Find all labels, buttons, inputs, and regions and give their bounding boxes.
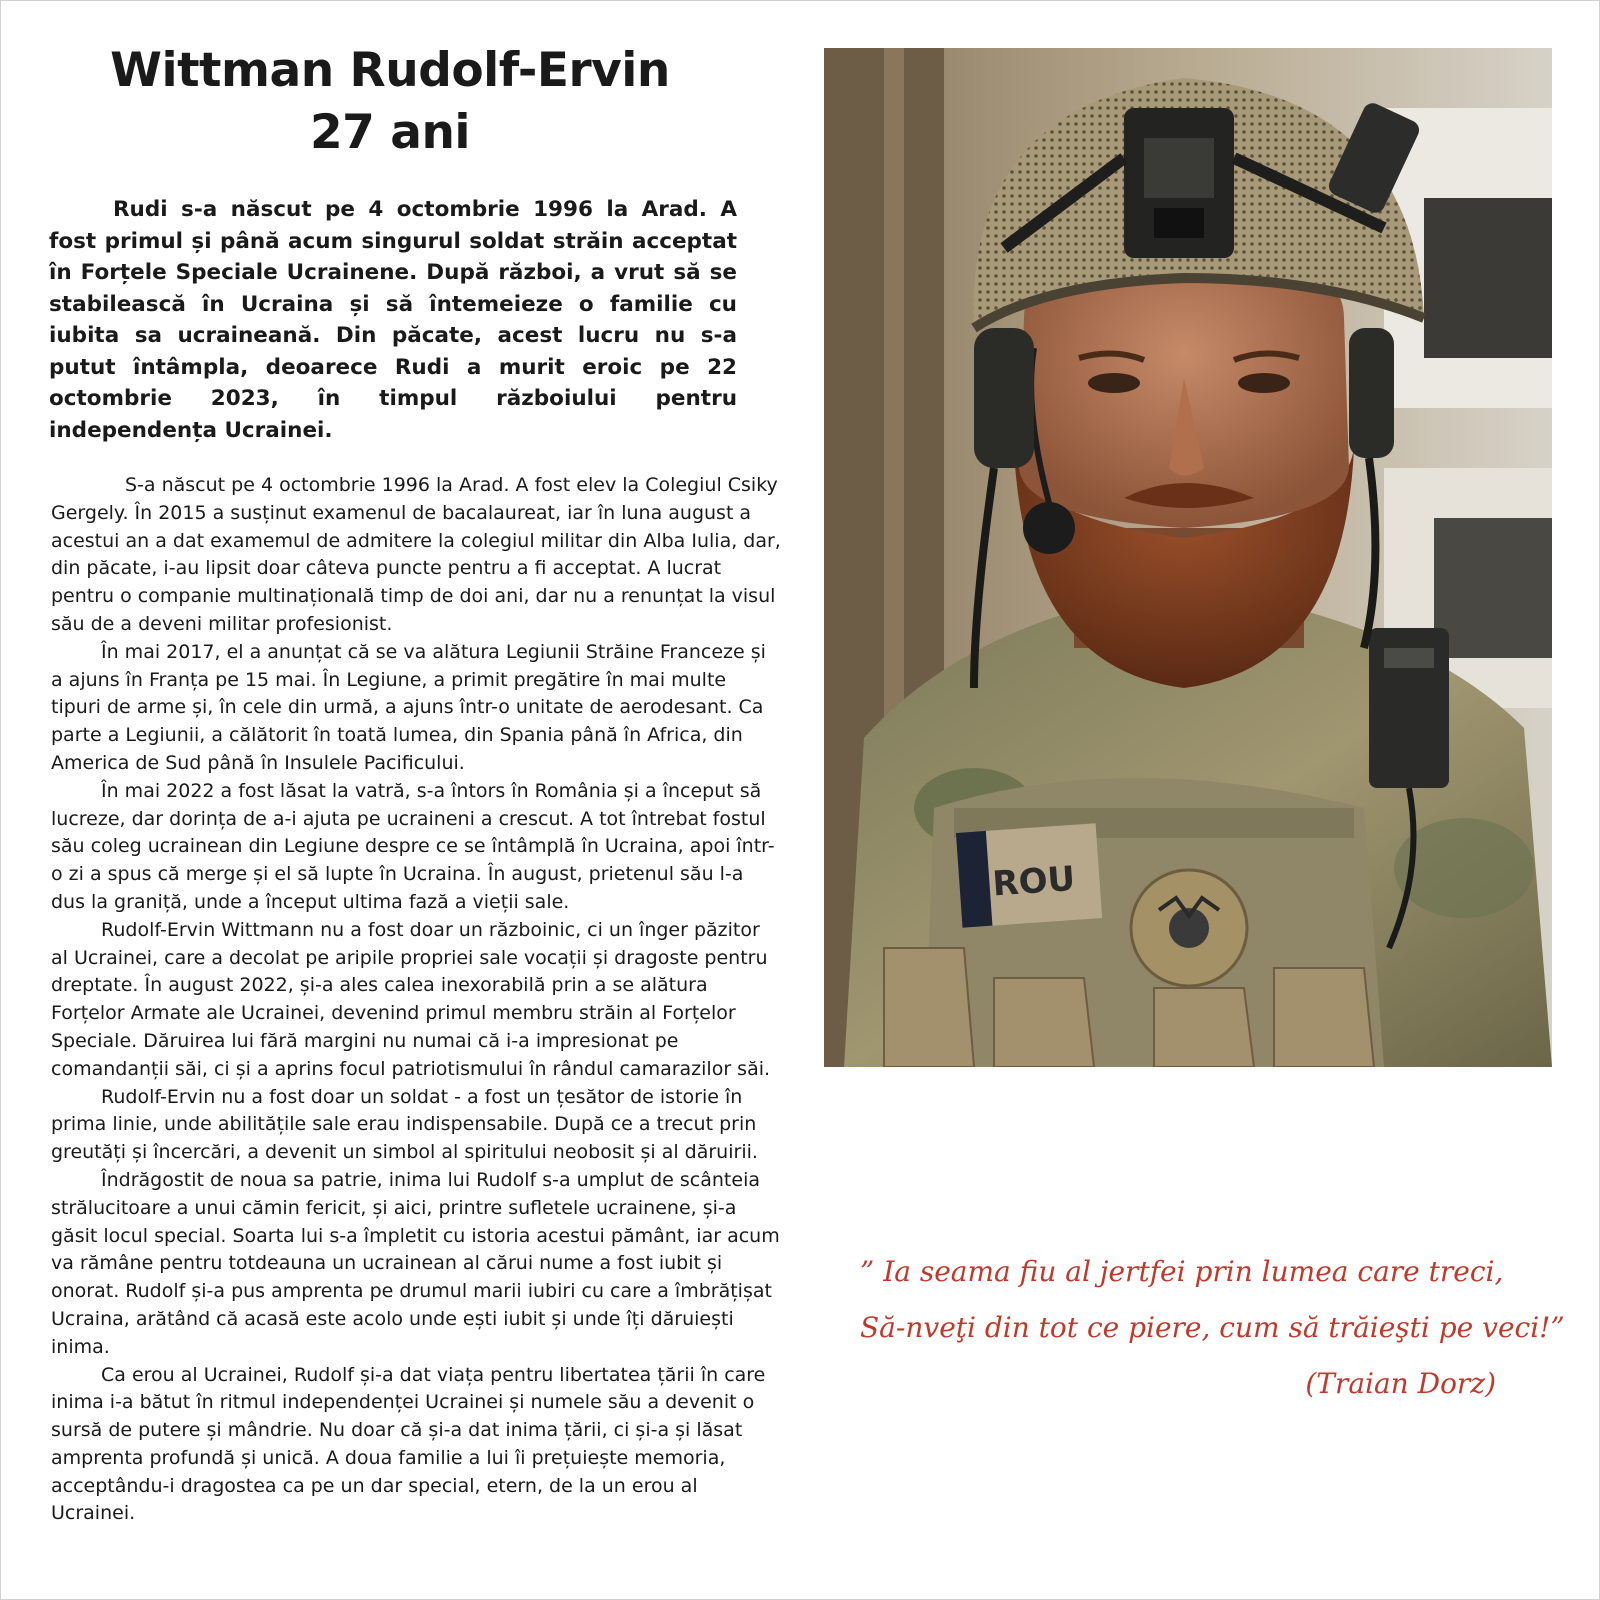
rou-patch-text: ROU (991, 858, 1077, 905)
soldier-photo (824, 48, 1552, 1067)
person-name: Wittman Rudolf-Ervin (110, 43, 670, 98)
bio-paragraph: În mai 2017, el a anunțat că se va alătura Legiunii Străine Franceze și a ajuns în Franța pe 15 mai. În Legiune, a primit pregătire în mai multe tipuri de arme și, în cele din urmă, a ajuns într-o unitate de aerodesant. Ca parte a Legiunii, a călătorit în toată lumea, din Spania până în Africa, din America de Sud până în Insulele Pacificului. (51, 640, 766, 774)
bio-paragraph: Rudolf-Ervin Wittmann nu a fost doar un războinic, ci un înger păzitor al Ucrainei, care a decolat pe aripile propriei sale vocații și dragoste pentru dreptate. În august 2022, și-a ales calea inexorabilă prin a se alătura Forțelor Armate ale Ucrainei, devenind primul membru străin al Forțelor Speciale. Dăruirea lui fără margini nu numai că i-a impresionat pe comandanții săi, ci și a aprins focul patriotismului în rândul camarazilor săi. (51, 918, 771, 1080)
biography (51, 472, 781, 1528)
skull-patch-icon (1131, 870, 1247, 986)
person-age: 27 ani (309, 105, 471, 160)
soldier-portrait-illustration (824, 48, 1552, 1067)
quote-line: ” Ia seama fiu al jertfei prin lumea care treci, (860, 1255, 1504, 1288)
quote-author: (Traian Dorz) (1305, 1367, 1496, 1400)
rou-patch (956, 823, 1102, 928)
summary-paragraph (49, 194, 737, 446)
bio-paragraph: În mai 2022 a fost lăsat la vatră, s-a întors în România și a început să lucreze, dar dorința de a-i ajuta pe ucraineni a crescut. A tot întrebat fostul său coleg ucrainean din Legiune despre ce se întâmplă în Ucraina, apoi într-o zi a spus că merge și el să lupte în Ucraina. În august, prietenul său l-a dus la graniță, unde a început ultima fază a vieții sale. (51, 779, 775, 913)
summary-text: Rudi s-a născut pe 4 octombrie 1996 la Arad. A fost primul și până acum singurul soldat străin acceptat în Forțele Speciale Ucrainene. După război, a vrut să se stabilească în Ucraina și să întemeieze o familie cu iubita sa ucraineană. Din păcate, acest lucru nu s-a putut întâmpla, deoarece Rudi a murit eroic pe 22 octombrie 2023, în timpul războiului pentru independența Ucrainei. (49, 197, 737, 443)
memorial-quote (860, 1244, 1565, 1412)
quote-line: Să-nveţi din tot ce piere, cum să trăieşti pe veci!” (860, 1311, 1565, 1344)
bio-paragraph: Ca erou al Ucrainei, Rudolf și-a dat viața pentru libertatea țării în care inima i-a bătut în ritmul independenței Ucrainei și numele său a devenit o sursă de putere și mândrie. Nu doar că și-a dat inima țării, ci și-a și lăsat amprenta profundă și unică. A doua familie a lui îi prețuiește memoria, acceptându-i dragostea ca pe un dar special, etern, de la un erou al Ucrainei. (51, 1363, 766, 1525)
bio-paragraph: S-a născut pe 4 octombrie 1996 la Arad. A fost elev la Colegiul Csiky Gergely. În 2015 a susținut examenul de bacalaureat, iar în luna august a acestui an a dat examemul de admitere la colegiul militar din Alba Iulia, dar, din păcate, i-au lipsit doar câteva puncte pentru a fi acceptat. A lucrat pentru o companie multinațională timp de doi ani, dar nu a renunțat la visul său de a deveni militar profesionist. (51, 474, 781, 635)
bio-paragraph: Rudolf-Ervin nu a fost doar un soldat - a fost un țesător de istorie în prima linie, unde abilitățile sale erau indispensabile. După ce a trecut prin greutăți și încercări, a devenit un simbol al spiritului neobosit și al dăruirii. (51, 1085, 758, 1164)
bio-paragraph: Îndrăgostit de noua sa patrie, inima lui Rudolf s-a umplut de scânteia strălucitoare a unui cămin fericit, și aici, printre sufletele ucrainene, și-a găsit locul special. Soarta lui s-a împletit cu istoria acestui pământ, iar acum va rămâne pentru totdeauna un ucrainean al cărui nume a fost iubit și onorat. Rudolf și-a pus amprenta pe drumul marii iubiri cu care a îmbrățișat Ucraina, arătând că acasă este acolo unde ești iubit și unde îți dăruiești inima. (51, 1168, 780, 1358)
